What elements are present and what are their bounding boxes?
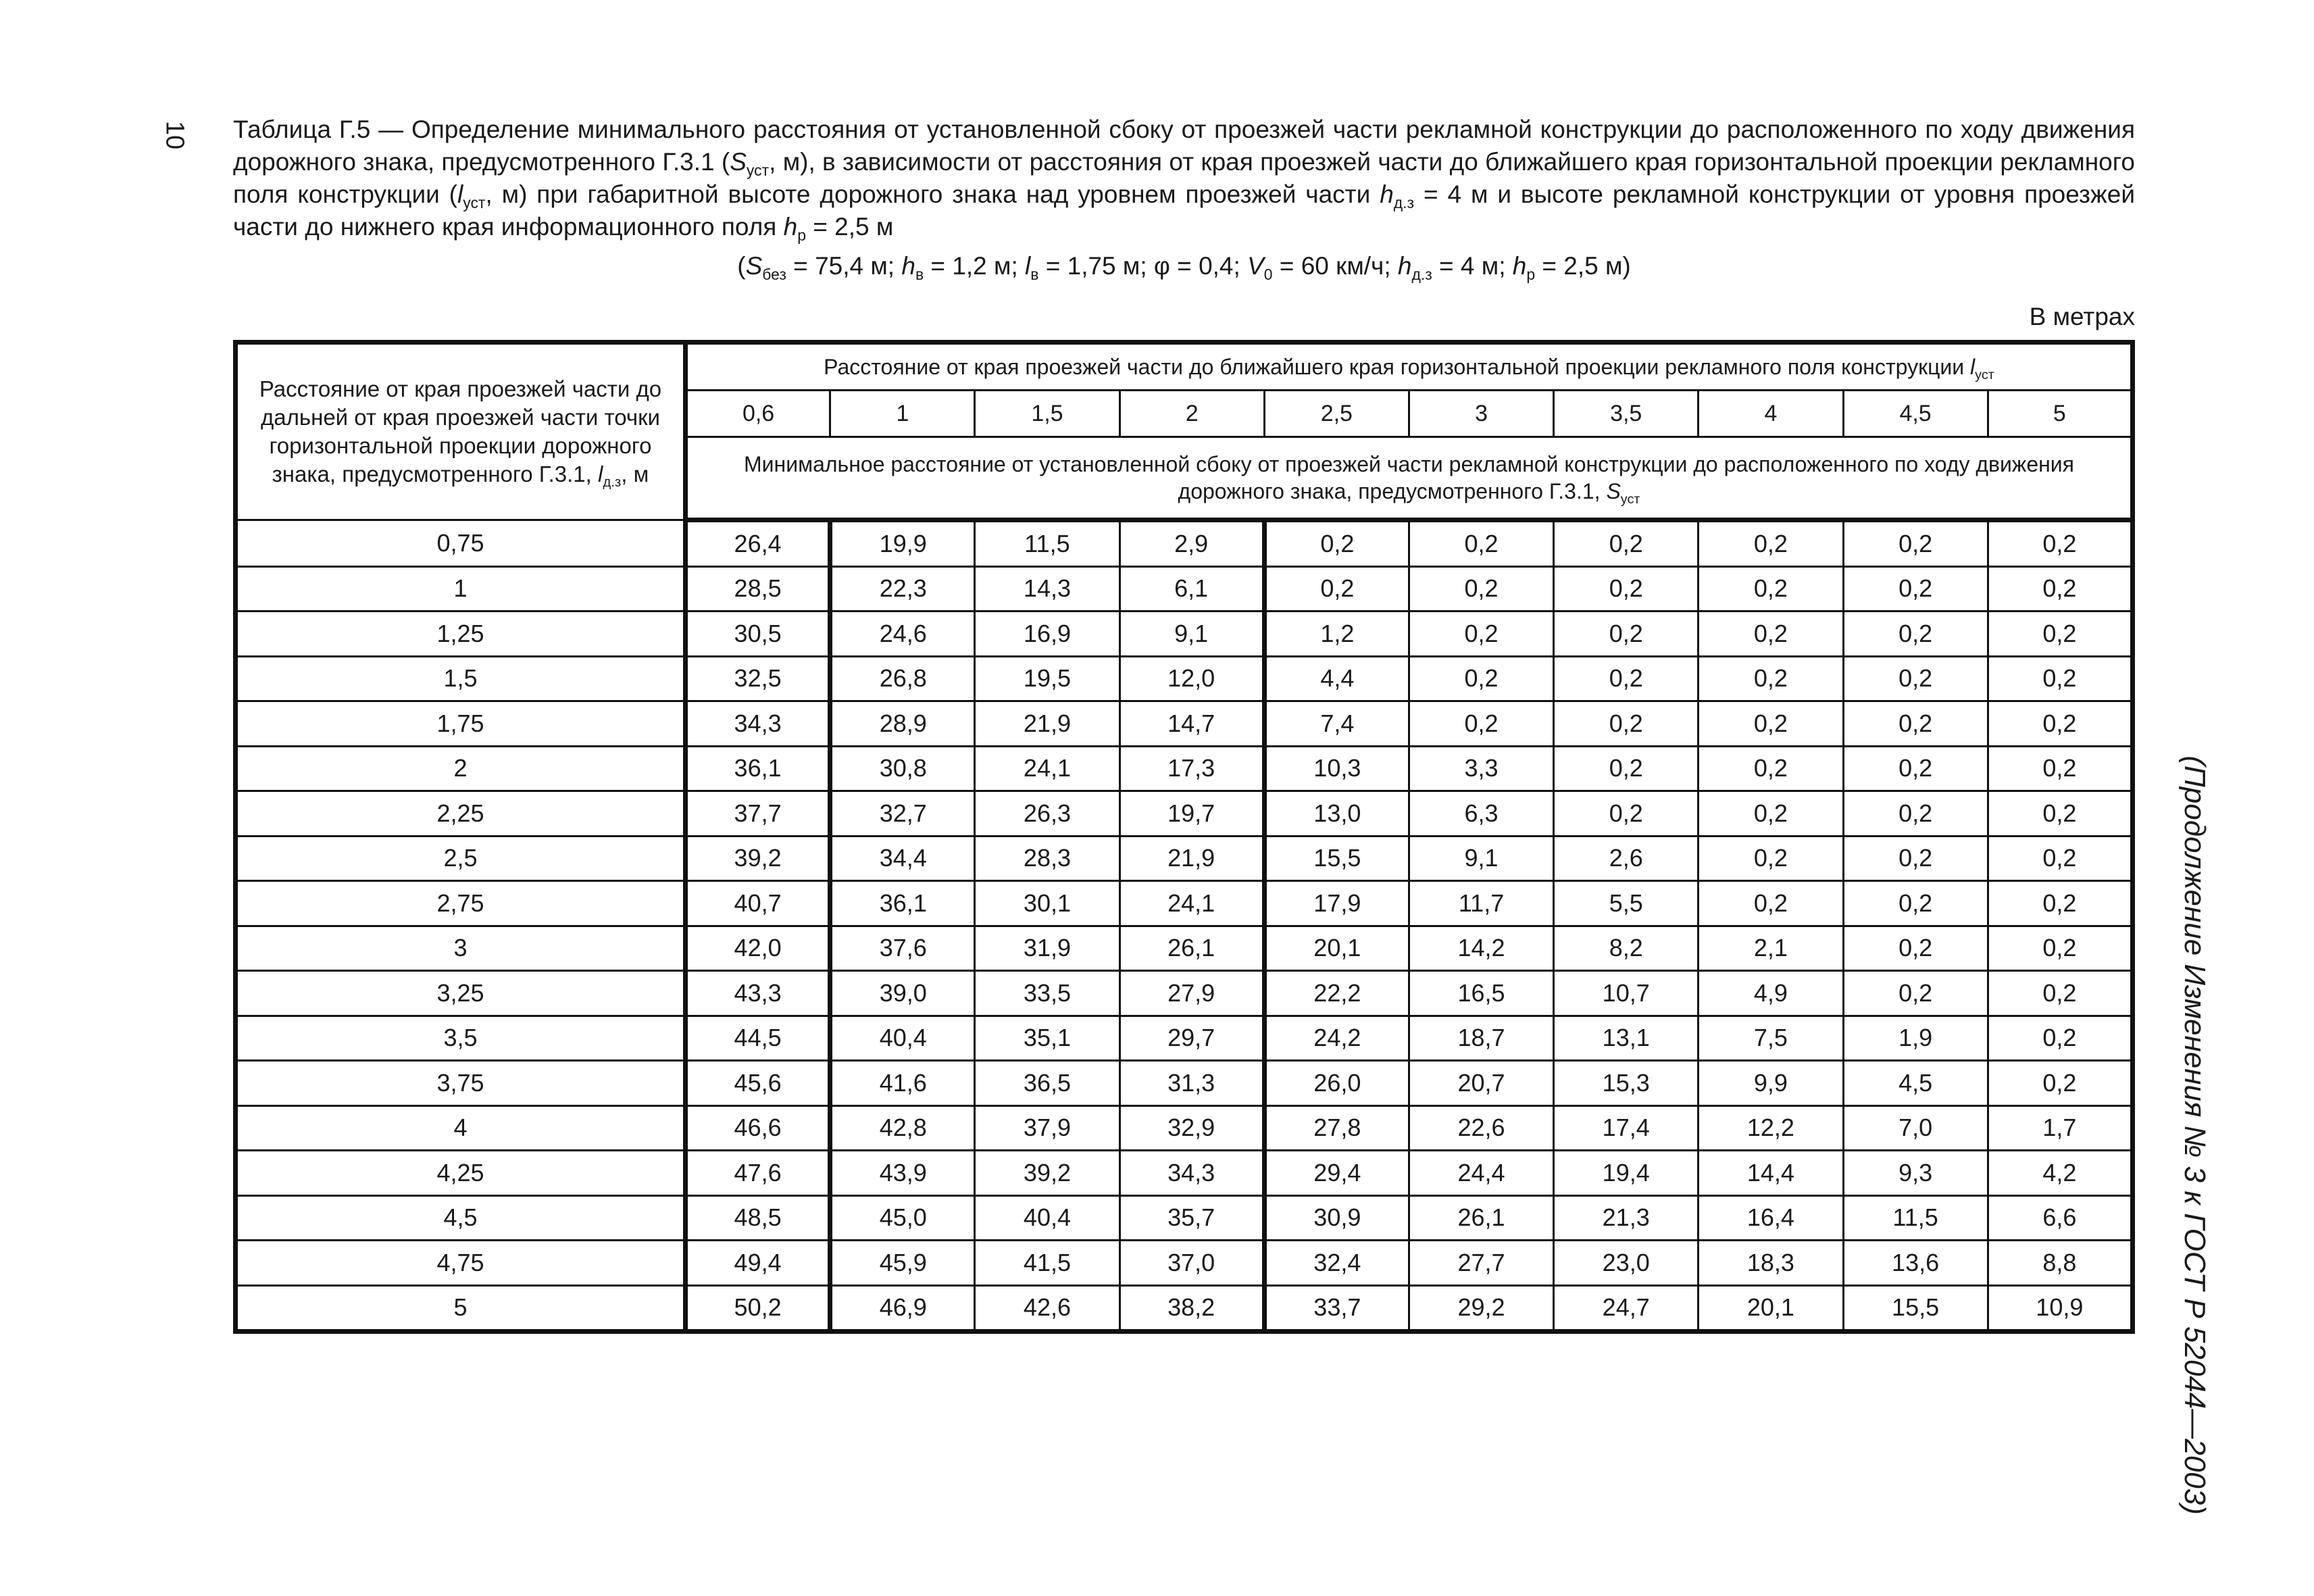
row-label: 4	[236, 1105, 686, 1151]
table-cell: 0,2	[1409, 566, 1553, 612]
table-row	[236, 612, 2133, 657]
table-cell: 6,1	[1120, 566, 1264, 612]
table-row	[236, 746, 2133, 791]
table-cell: 0,2	[1988, 612, 2132, 657]
table-cell: 0,2	[1988, 701, 2132, 747]
table-cell: 34,4	[830, 836, 975, 881]
table-cell: 1,7	[1988, 1105, 2132, 1151]
row-label: 2,5	[236, 836, 686, 881]
table-cell: 15,3	[1554, 1061, 1699, 1106]
table-cell: 44,5	[686, 1016, 830, 1061]
table-cell: 12,0	[1120, 656, 1264, 701]
table-cell: 16,4	[1699, 1195, 1843, 1241]
table-row	[236, 1105, 2133, 1151]
table-cell: 21,9	[975, 701, 1120, 747]
table-cell: 41,5	[975, 1241, 1120, 1286]
row-label: 4,25	[236, 1151, 686, 1196]
row-label: 4,5	[236, 1195, 686, 1241]
table-cell: 30,8	[830, 746, 975, 791]
table-cell: 0,2	[1843, 791, 1988, 837]
table-cell: 0,2	[1843, 656, 1988, 701]
table-cell: 21,3	[1554, 1195, 1699, 1241]
table-row	[236, 1241, 2133, 1286]
table-row	[236, 701, 2133, 747]
table-cell: 35,7	[1120, 1195, 1264, 1241]
table-cell: 29,7	[1120, 1016, 1264, 1061]
table-cell: 45,6	[686, 1061, 830, 1106]
table-cell: 45,0	[830, 1195, 975, 1241]
table-cell: 0,2	[1554, 701, 1699, 747]
row-label: 1,25	[236, 612, 686, 657]
table-row	[236, 1195, 2133, 1241]
row-label: 3	[236, 926, 686, 971]
table-cell: 1,2	[1264, 612, 1409, 657]
table-cell: 14,3	[975, 566, 1120, 612]
column-header: 1	[830, 391, 975, 437]
table-cell: 0,2	[1843, 971, 1988, 1016]
value-description-header: Минимальное расстояние от установленной сбоку от проезжей части рекламной конструкции до расположенного по ходу движения дорожного знака, предусмотренного Г.3.1, $S_{уст}$	[686, 437, 2133, 520]
table-row	[236, 971, 2133, 1016]
table-cell: 17,9	[1264, 881, 1409, 926]
table-cell: 39,0	[830, 971, 975, 1016]
units-label: В метрах	[2029, 303, 2135, 330]
table-cell: 0,2	[1554, 612, 1699, 657]
table-cell: 46,9	[830, 1285, 975, 1332]
row-label: 2	[236, 746, 686, 791]
table-cell: 0,2	[1988, 746, 2132, 791]
table-cell: 24,1	[975, 746, 1120, 791]
table-cell: 30,1	[975, 881, 1120, 926]
table-cell: 14,4	[1699, 1151, 1843, 1196]
table-cell: 36,1	[830, 881, 975, 926]
table-cell: 40,4	[975, 1195, 1120, 1241]
table-cell: 11,7	[1409, 881, 1553, 926]
table-row	[236, 836, 2133, 881]
table-cell: 46,6	[686, 1105, 830, 1151]
table-cell: 0,2	[1699, 566, 1843, 612]
table-cell: 0,2	[1264, 520, 1409, 567]
table-cell: 0,2	[1988, 971, 2132, 1016]
table-cell: 31,3	[1120, 1061, 1264, 1106]
table-cell: 30,9	[1264, 1195, 1409, 1241]
table-cell: 26,0	[1264, 1061, 1409, 1106]
table-cell: 36,1	[686, 746, 830, 791]
table-cell: 24,6	[830, 612, 975, 657]
table-row	[236, 926, 2133, 971]
table-cell: 0,2	[1554, 520, 1699, 567]
table-cell: 0,2	[1699, 746, 1843, 791]
table-cell: 0,2	[1409, 520, 1553, 567]
table-cell: 0,2	[1699, 520, 1843, 567]
row-label: 3,25	[236, 971, 686, 1016]
table-cell: 10,3	[1264, 746, 1409, 791]
row-label: 2,25	[236, 791, 686, 837]
table-cell: 12,2	[1699, 1105, 1843, 1151]
table-cell: 20,1	[1264, 926, 1409, 971]
table-cell: 2,9	[1120, 520, 1264, 567]
table-cell: 27,7	[1409, 1241, 1553, 1286]
table-cell: 33,5	[975, 971, 1120, 1016]
table-cell: 0,2	[1843, 926, 1988, 971]
row-label: 1,75	[236, 701, 686, 747]
column-header: 0,6	[686, 391, 830, 437]
row-label: 3,5	[236, 1016, 686, 1061]
row-label: 3,75	[236, 1061, 686, 1106]
table-cell: 47,6	[686, 1151, 830, 1196]
table-cell: 45,9	[830, 1241, 975, 1286]
column-header: 5	[1988, 391, 2132, 437]
table-cell: 18,7	[1409, 1016, 1553, 1061]
column-header: 2	[1120, 391, 1264, 437]
table-cell: 0,2	[1843, 746, 1988, 791]
table-cell: 0,2	[1409, 656, 1553, 701]
table-cell: 17,3	[1120, 746, 1264, 791]
table-cell: 0,2	[1409, 701, 1553, 747]
table-cell: 4,5	[1843, 1061, 1988, 1106]
table-cell: 0,2	[1988, 520, 2132, 567]
table-cell: 9,1	[1409, 836, 1553, 881]
table-cell: 15,5	[1264, 836, 1409, 881]
table-cell: 2,6	[1554, 836, 1699, 881]
table-cell: 0,2	[1988, 791, 2132, 837]
column-group-header: Расстояние от края проезжей части до ближайшего края горизонтальной проекции рекламного поля конструкции $l_{уст}$	[686, 343, 2133, 391]
table-cell: 0,2	[1699, 791, 1843, 837]
table-cell: 18,3	[1699, 1241, 1843, 1286]
table-cell: 39,2	[975, 1151, 1120, 1196]
table-cell: 28,9	[830, 701, 975, 747]
table-cell: 40,4	[830, 1016, 975, 1061]
table-cell: 9,9	[1699, 1061, 1843, 1106]
table-cell: 27,9	[1120, 971, 1264, 1016]
table-cell: 26,1	[1409, 1195, 1553, 1241]
table-cell: 10,7	[1554, 971, 1699, 1016]
table-cell: 3,3	[1409, 746, 1553, 791]
table-cell: 9,1	[1120, 612, 1264, 657]
table-cell: 15,5	[1843, 1285, 1988, 1332]
table-cell: 32,9	[1120, 1105, 1264, 1151]
table-cell: 0,2	[1843, 836, 1988, 881]
table-cell: 6,3	[1409, 791, 1553, 837]
table-cell: 24,7	[1554, 1285, 1699, 1332]
continuation-note: (Продолжение Изменения № 3 к ГОСТ Р 52044—2003)	[2178, 755, 2211, 1515]
table-row	[236, 1151, 2133, 1196]
table-cell: 6,6	[1988, 1195, 2132, 1241]
table-cell: 36,5	[975, 1061, 1120, 1106]
parameters-line: ($S_{без} = 75,4$ м; $h_в = 1,2$ м; $l_в = 1,75$ м; φ = 0,4; $V_0 = 60$ км/ч; $h_{д.з} = 4$ м; $h_р = 2,5$ м)	[737, 252, 1631, 284]
table-cell: 37,9	[975, 1105, 1120, 1151]
table-cell: 0,2	[1988, 881, 2132, 926]
table-cell: 28,3	[975, 836, 1120, 881]
table-cell: 0,2	[1409, 612, 1553, 657]
table-cell: 8,8	[1988, 1241, 2132, 1286]
table-row	[236, 881, 2133, 926]
table-row	[236, 1285, 2133, 1332]
row-label: 2,75	[236, 881, 686, 926]
table-cell: 0,2	[1988, 836, 2132, 881]
table-cell: 38,2	[1120, 1285, 1264, 1332]
table-cell: 11,5	[1843, 1195, 1988, 1241]
table-cell: 0,2	[1843, 566, 1988, 612]
table-cell: 43,9	[830, 1151, 975, 1196]
row-label: 1	[236, 566, 686, 612]
table-cell: 42,0	[686, 926, 830, 971]
table-cell: 13,6	[1843, 1241, 1988, 1286]
table-cell: 2,1	[1699, 926, 1843, 971]
row-label: 4,75	[236, 1241, 686, 1286]
table-cell: 7,0	[1843, 1105, 1988, 1151]
table-cell: 26,4	[686, 520, 830, 567]
table-cell: 0,2	[1988, 1061, 2132, 1106]
column-header: 2,5	[1264, 391, 1409, 437]
table-cell: 0,2	[1988, 1016, 2132, 1061]
table-cell: 43,3	[686, 971, 830, 1016]
table-cell: 8,2	[1554, 926, 1699, 971]
table-cell: 19,5	[975, 656, 1120, 701]
table-cell: 35,1	[975, 1016, 1120, 1061]
table-cell: 26,8	[830, 656, 975, 701]
table-cell: 28,5	[686, 566, 830, 612]
table-cell: 29,2	[1409, 1285, 1553, 1332]
table-cell: 14,2	[1409, 926, 1553, 971]
table-cell: 48,5	[686, 1195, 830, 1241]
table-cell: 32,7	[830, 791, 975, 837]
table-cell: 7,4	[1264, 701, 1409, 747]
table-row	[236, 1061, 2133, 1106]
table-cell: 37,0	[1120, 1241, 1264, 1286]
distance-table	[233, 340, 2135, 1334]
table-cell: 0,2	[1843, 881, 1988, 926]
table-cell: 40,7	[686, 881, 830, 926]
table-cell: 0,2	[1988, 566, 2132, 612]
table-cell: 0,2	[1554, 746, 1699, 791]
table-cell: 20,1	[1699, 1285, 1843, 1332]
table-cell: 22,2	[1264, 971, 1409, 1016]
table-cell: 24,1	[1120, 881, 1264, 926]
table-cell: 21,9	[1120, 836, 1264, 881]
table-cell: 33,7	[1264, 1285, 1409, 1332]
table-cell: 29,4	[1264, 1151, 1409, 1196]
table-cell: 24,4	[1409, 1151, 1553, 1196]
row-label: 1,5	[236, 656, 686, 701]
table-cell: 30,5	[686, 612, 830, 657]
table-cell: 20,7	[1409, 1061, 1553, 1106]
table-cell: 0,2	[1699, 701, 1843, 747]
table-cell: 22,3	[830, 566, 975, 612]
table-cell: 7,5	[1699, 1016, 1843, 1061]
table-cell: 0,2	[1843, 520, 1988, 567]
table-cell: 0,2	[1554, 791, 1699, 837]
row-header: Расстояние от края проезжей части до дальней от края проезжей части точки горизонтальной проекции дорожного знака, предусмотренного Г.3.1, $l_{д.з}$, м	[236, 343, 686, 520]
table-row	[236, 791, 2133, 837]
row-label: 0,75	[236, 520, 686, 567]
table-cell: 0,2	[1699, 836, 1843, 881]
table-cell: 0,2	[1699, 881, 1843, 926]
table-cell: 34,3	[1120, 1151, 1264, 1196]
table-cell: 13,0	[1264, 791, 1409, 837]
table-cell: 31,9	[975, 926, 1120, 971]
table-cell: 26,1	[1120, 926, 1264, 971]
column-header: 4	[1699, 391, 1843, 437]
table-cell: 34,3	[686, 701, 830, 747]
table-cell: 13,1	[1554, 1016, 1699, 1061]
page-number: 10	[160, 120, 189, 150]
table-row	[236, 520, 2133, 567]
table-cell: 19,4	[1554, 1151, 1699, 1196]
table-cell: 19,7	[1120, 791, 1264, 837]
table-cell: 0,2	[1264, 566, 1409, 612]
column-header: 3,5	[1554, 391, 1699, 437]
table-cell: 32,5	[686, 656, 830, 701]
table-cell: 42,6	[975, 1285, 1120, 1332]
table-cell: 4,9	[1699, 971, 1843, 1016]
table-cell: 0,2	[1843, 701, 1988, 747]
table-cell: 0,2	[1554, 566, 1699, 612]
table-cell: 37,6	[830, 926, 975, 971]
table-caption: Таблица Г.5 — Определение минимального расстояния от установленной сбоку от проезжей части рекламной конструкции до расположенного по ходу движения дорожного знака, предусмотренного Г.3.1 ($S_{уст}$, м), в зависимости от расстояния от края проезжей части до ближайшего края горизонтальной проекции рекламного поля конструкции ($l_{уст}$, м) при габаритной высоте дорожного знака над уровнем проезжей части $h_{д.з} = 4$ м и высоте рекламной конструкции от уровня проезжей части до нижнего края информационного поля $h_р = 2,5$ м	[233, 116, 2135, 245]
table-cell: 24,2	[1264, 1016, 1409, 1061]
table-row	[236, 1016, 2133, 1061]
table-cell: 0,2	[1988, 926, 2132, 971]
table-cell: 32,4	[1264, 1241, 1409, 1286]
table-cell: 23,0	[1554, 1241, 1699, 1286]
table-cell: 26,3	[975, 791, 1120, 837]
table-cell: 4,4	[1264, 656, 1409, 701]
column-header: 4,5	[1843, 391, 1988, 437]
table-cell: 0,2	[1843, 612, 1988, 657]
table-cell: 27,8	[1264, 1105, 1409, 1151]
table-cell: 37,7	[686, 791, 830, 837]
table-cell: 14,7	[1120, 701, 1264, 747]
table-cell: 5,5	[1554, 881, 1699, 926]
column-header: 1,5	[975, 391, 1120, 437]
table-cell: 0,2	[1554, 656, 1699, 701]
column-header: 3	[1409, 391, 1553, 437]
table-cell: 41,6	[830, 1061, 975, 1106]
table-cell: 0,2	[1988, 656, 2132, 701]
table-cell: 39,2	[686, 836, 830, 881]
table-cell: 19,9	[830, 520, 975, 567]
table-cell: 49,4	[686, 1241, 830, 1286]
row-label: 5	[236, 1285, 686, 1332]
table-cell: 9,3	[1843, 1151, 1988, 1196]
table-cell: 1,9	[1843, 1016, 1988, 1061]
table-row	[236, 566, 2133, 612]
table-cell: 0,2	[1699, 656, 1843, 701]
table-cell: 0,2	[1699, 612, 1843, 657]
table-cell: 50,2	[686, 1285, 830, 1332]
table-cell: 22,6	[1409, 1105, 1553, 1151]
table-cell: 42,8	[830, 1105, 975, 1151]
table-cell: 4,2	[1988, 1151, 2132, 1196]
table-cell: 10,9	[1988, 1285, 2132, 1332]
table-cell: 16,9	[975, 612, 1120, 657]
table-cell: 11,5	[975, 520, 1120, 567]
table-cell: 17,4	[1554, 1105, 1699, 1151]
table-cell: 16,5	[1409, 971, 1553, 1016]
table-row	[236, 656, 2133, 701]
